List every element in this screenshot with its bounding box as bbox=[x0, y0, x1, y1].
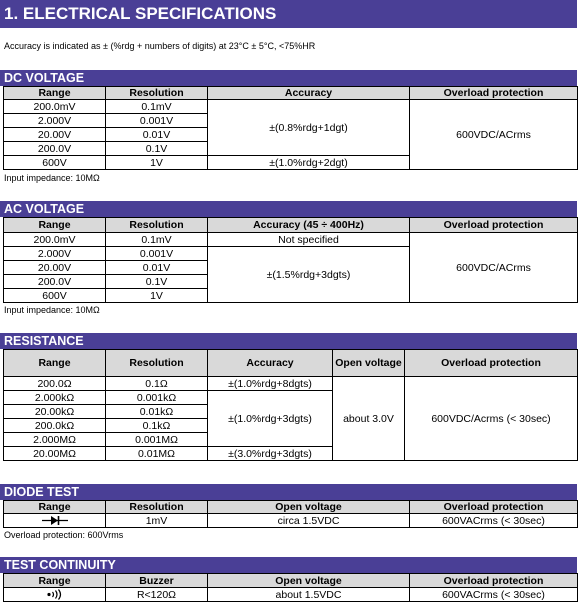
range-cell: 600V bbox=[4, 156, 106, 170]
range-cell: 600V bbox=[4, 289, 106, 303]
range-cell: 200.0kΩ bbox=[4, 419, 106, 433]
diode-overload-note: Overload protection: 600Vrms bbox=[4, 530, 124, 540]
ac-voltage-title: AC VOLTAGE bbox=[0, 201, 577, 217]
resolution-cell: 0.01kΩ bbox=[106, 405, 208, 419]
range-cell: 20.00kΩ bbox=[4, 405, 106, 419]
resolution-cell: 0.01MΩ bbox=[106, 447, 208, 461]
accuracy-intro: Accuracy is indicated as ± (%rdg + numbers of digits) at 23°C ± 5°C, <75%HR bbox=[4, 41, 316, 51]
header-range: Range bbox=[4, 350, 106, 377]
header-accuracy: Accuracy bbox=[208, 350, 333, 377]
resolution-cell: 0.001V bbox=[106, 247, 208, 261]
range-cell: 200.0mV bbox=[4, 233, 106, 247]
header-range: Range bbox=[4, 501, 106, 514]
resolution-cell: 0.1mV bbox=[106, 233, 208, 247]
range-cell: 200.0V bbox=[4, 275, 106, 289]
range-cell: 200.0V bbox=[4, 142, 106, 156]
range-cell: 2.000V bbox=[4, 114, 106, 128]
header-overload: Overload protection bbox=[410, 87, 578, 100]
header-resolution: Resolution bbox=[106, 501, 208, 514]
header-range: Range bbox=[4, 218, 106, 233]
overload-cell: 600VDC/Acrms (< 30sec) bbox=[405, 377, 578, 461]
header-overload: Overload protection bbox=[410, 218, 578, 233]
overload-cell: 600VACrms (< 30sec) bbox=[410, 588, 578, 602]
resolution-cell: 0.1V bbox=[106, 142, 208, 156]
open-voltage-cell: about 3.0V bbox=[333, 377, 405, 461]
resistance-table bbox=[3, 349, 578, 461]
ac-impedance-note: Input impedance: 10MΩ bbox=[4, 305, 100, 315]
accuracy-cell: ±(0.8%rdg+1dgt) bbox=[208, 100, 410, 156]
range-cell: 2.000V bbox=[4, 247, 106, 261]
resolution-cell: 0.001kΩ bbox=[106, 391, 208, 405]
accuracy-cell: ±(1.0%rdg+8dgts) bbox=[208, 377, 333, 391]
header-overload: Overload protection bbox=[405, 350, 578, 377]
range-cell bbox=[4, 588, 106, 602]
test-continuity-table bbox=[3, 573, 578, 602]
test-continuity-title: TEST CONTINUITY bbox=[0, 557, 577, 573]
range-cell: 20.00V bbox=[4, 261, 106, 275]
range-cell: 200.0Ω bbox=[4, 377, 106, 391]
resolution-cell: 0.01V bbox=[106, 128, 208, 142]
range-cell: 20.00V bbox=[4, 128, 106, 142]
resistance-title: RESISTANCE bbox=[0, 333, 577, 349]
overload-cell: 600VACrms (< 30sec) bbox=[410, 514, 578, 528]
header-open-voltage: Open voltage bbox=[333, 350, 405, 377]
buzzer-icon bbox=[46, 589, 64, 600]
open-voltage-cell: about 1.5VDC bbox=[208, 588, 410, 602]
accuracy-cell: Not specified bbox=[208, 233, 410, 247]
open-voltage-cell: circa 1.5VDC bbox=[208, 514, 410, 528]
resolution-cell: 0.1Ω bbox=[106, 377, 208, 391]
accuracy-cell: ±(1.0%rdg+2dgt) bbox=[208, 156, 410, 170]
header-range: Range bbox=[4, 574, 106, 588]
accuracy-cell: ±(1.5%rdg+3dgts) bbox=[208, 247, 410, 303]
dc-voltage-table bbox=[3, 86, 578, 170]
resolution-cell: 0.1mV bbox=[106, 100, 208, 114]
header-resolution: Resolution bbox=[106, 87, 208, 100]
buzzer-cell: R<120Ω bbox=[106, 588, 208, 602]
resolution-cell: 1V bbox=[106, 289, 208, 303]
header-resolution: Resolution bbox=[106, 218, 208, 233]
resolution-cell: 0.1V bbox=[106, 275, 208, 289]
resolution-cell: 0.001MΩ bbox=[106, 433, 208, 447]
range-cell: 200.0mV bbox=[4, 100, 106, 114]
header-open-voltage: Open voltage bbox=[208, 574, 410, 588]
resolution-cell: 0.01V bbox=[106, 261, 208, 275]
header-overload: Overload protection bbox=[410, 501, 578, 514]
resolution-cell: 0.001V bbox=[106, 114, 208, 128]
range-cell: 2.000MΩ bbox=[4, 433, 106, 447]
dc-voltage-title: DC VOLTAGE bbox=[0, 70, 577, 86]
header-range: Range bbox=[4, 87, 106, 100]
diode-test-table bbox=[3, 500, 578, 528]
ac-voltage-table bbox=[3, 217, 578, 303]
overload-cell: 600VDC/ACrms bbox=[410, 233, 578, 303]
header-resolution: Resolution bbox=[106, 350, 208, 377]
header-open-voltage: Open voltage bbox=[208, 501, 410, 514]
header-buzzer: Buzzer bbox=[106, 574, 208, 588]
header-accuracy: Accuracy bbox=[208, 87, 410, 100]
header-overload: Overload protection bbox=[410, 574, 578, 588]
accuracy-cell: ±(3.0%rdg+3dgts) bbox=[208, 447, 333, 461]
range-cell: 2.000kΩ bbox=[4, 391, 106, 405]
range-cell bbox=[4, 514, 106, 528]
resolution-cell: 1V bbox=[106, 156, 208, 170]
dc-impedance-note: Input impedance: 10MΩ bbox=[4, 173, 100, 183]
diode-test-title: DIODE TEST bbox=[0, 484, 577, 500]
resolution-cell: 1mV bbox=[106, 514, 208, 528]
range-cell: 20.00MΩ bbox=[4, 447, 106, 461]
resolution-cell: 0.1kΩ bbox=[106, 419, 208, 433]
overload-cell: 600VDC/ACrms bbox=[410, 100, 578, 170]
header-accuracy: Accuracy (45 ÷ 400Hz) bbox=[208, 218, 410, 233]
diode-icon bbox=[42, 515, 68, 526]
page-title: 1. ELECTRICAL SPECIFICATIONS bbox=[0, 0, 577, 28]
accuracy-cell: ±(1.0%rdg+3dgts) bbox=[208, 391, 333, 447]
